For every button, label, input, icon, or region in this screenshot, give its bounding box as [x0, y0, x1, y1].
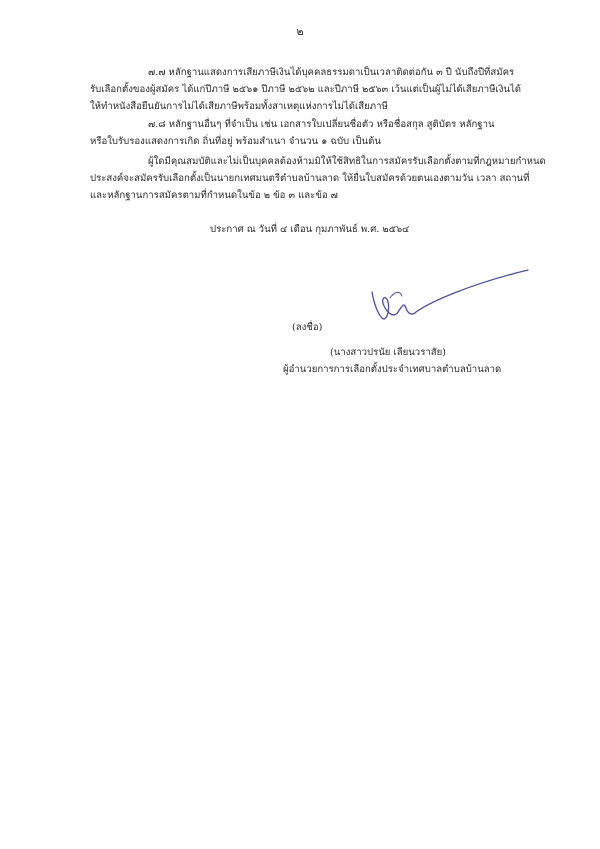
- paragraph-line: หรือใบรับรองแสดงการเกิด ถิ่นที่อยู่ พร้อมสำเนา จำนวน ๑ ฉบับ เป็นต้น: [90, 136, 381, 147]
- announcement-date: ประกาศ ณ วันที่ ๔ เดือน กุมภาพันธ์ พ.ศ. ๒๕๖๔: [210, 224, 410, 235]
- handwritten-signature: [360, 262, 540, 342]
- paragraph-line: และหลักฐานการสมัครตามที่กำหนดในข้อ ๒ ข้อ ๓ และข้อ ๗: [90, 190, 338, 201]
- sign-label: (ลงชื่อ): [292, 322, 323, 333]
- page-number: ๒: [296, 25, 304, 38]
- paragraph-line: ประสงค์จะสมัครรับเลือกตั้งเป็นนายกเทศมนตรีตำบลบ้านลาด ให้ยื่นใบสมัครด้วยตนเองตามวัน เวลา สถานที่: [90, 173, 530, 184]
- signer-name: (นางสาวปรนัย เลียนวราสัย): [330, 347, 446, 358]
- paragraph-line: ให้ทำหนังสือยืนยันการไม่ได้เสียภาษีพร้อมทั้งสาเหตุแห่งการไม่ได้เสียภาษี: [90, 101, 388, 112]
- paragraph-line: ๗.๘ หลักฐานอื่นๆ ที่จำเป็น เช่น เอกสารใบเปลี่ยนชื่อตัว หรือชื่อสกุล สูติบัตร หลักฐาน: [148, 119, 495, 130]
- paragraph-7-7: [90, 64, 522, 115]
- paragraph-7-8: [90, 116, 510, 150]
- paragraph-eligibility: [90, 153, 546, 204]
- paragraph-line: ๗.๗ หลักฐานแสดงการเสียภาษีเงินได้บุคคลธรรมดาเป็นเวลาติดต่อกัน ๓ ปี นับถึงปีที่สมัคร: [148, 67, 515, 78]
- paragraph-line: ผู้ใดมีคุณสมบัติและไม่เป็นบุคคลต้องห้ามมิให้ใช้สิทธิในการสมัครรับเลือกตั้งตามที่กฎหมายกำหนด: [148, 156, 546, 167]
- signer-title: ผู้อำนวยการการเลือกตั้งประจำเทศบาลตำบลบ้านลาด: [283, 364, 502, 375]
- paragraph-line: รับเลือกตั้งของผู้สมัคร ได้แก่ปีภาษี ๒๕๖๑ ปีภาษี ๒๕๖๒ และปีภาษี ๒๕๖๓ เว้นแต่เป็นผู้ไม่ได้เสียภาษีเงินได้: [90, 84, 522, 95]
